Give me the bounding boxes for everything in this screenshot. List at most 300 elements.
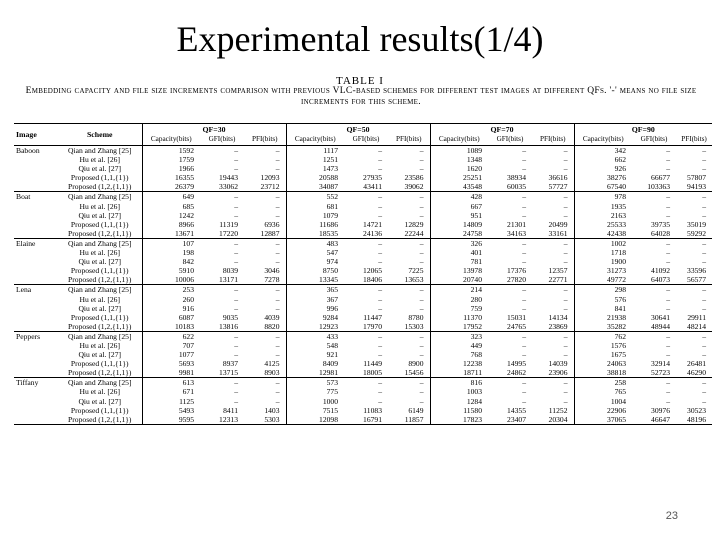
value-cell: – bbox=[244, 192, 286, 202]
value-cell: 974 bbox=[286, 257, 344, 266]
value-cell: 24765 bbox=[507, 321, 526, 331]
value-cell: 17376 bbox=[507, 266, 526, 276]
header-qf30: QF=30 bbox=[142, 124, 286, 136]
value-cell: 41092 bbox=[651, 266, 670, 276]
table-row bbox=[14, 257, 712, 266]
scheme-cell: Proposed (1,2,{1,1}) bbox=[68, 275, 132, 285]
value-cell: – bbox=[275, 210, 280, 220]
value-cell: 4125 bbox=[264, 359, 280, 369]
value-cell: – bbox=[378, 294, 382, 304]
scheme-cell: Proposed (1,2,{1,1}) bbox=[58, 415, 142, 425]
value-cell: 916 bbox=[142, 304, 200, 313]
value-cell: 5693 bbox=[142, 359, 200, 368]
value-cell: 42438 bbox=[574, 229, 632, 239]
value-cell: 9595 bbox=[142, 415, 200, 425]
value-cell: – bbox=[632, 378, 676, 388]
value-cell: – bbox=[244, 378, 286, 388]
value-cell: – bbox=[563, 294, 568, 304]
scheme-cell: Qiu et al. [27] bbox=[78, 210, 122, 220]
table-row bbox=[14, 378, 712, 388]
value-cell: 323 bbox=[430, 331, 488, 341]
value-cell: 685 bbox=[142, 202, 200, 211]
column-header: PFI(bits) bbox=[676, 135, 712, 146]
value-cell: 21301 bbox=[507, 219, 526, 229]
header-scheme: Scheme bbox=[58, 124, 142, 146]
value-cell: 39062 bbox=[404, 182, 424, 192]
value-cell: 1620 bbox=[430, 164, 488, 173]
value-cell: – bbox=[344, 192, 388, 202]
value-cell: – bbox=[419, 210, 424, 220]
table-row bbox=[14, 211, 712, 220]
value-cell: – bbox=[563, 164, 568, 174]
image-name-cell bbox=[14, 359, 58, 368]
value-cell: – bbox=[234, 396, 238, 406]
value-cell: – bbox=[532, 285, 574, 295]
scheme-cell: Proposed (1,2,{1,1}) bbox=[68, 228, 132, 238]
value-cell: 762 bbox=[574, 331, 632, 341]
value-cell: – bbox=[419, 294, 424, 304]
qf-header-row bbox=[14, 124, 712, 136]
column-header: Capacity(bits) bbox=[142, 135, 200, 146]
value-cell: 11252 bbox=[548, 405, 568, 415]
table-row bbox=[14, 359, 712, 368]
value-cell: 23407 bbox=[488, 415, 532, 425]
value-cell: 649 bbox=[142, 192, 200, 202]
value-cell: 576 bbox=[574, 295, 632, 304]
value-cell: 14809 bbox=[430, 220, 488, 229]
scheme-cell: Hu et al. [26] bbox=[79, 248, 120, 258]
value-cell: 48214 bbox=[687, 321, 707, 331]
value-cell: – bbox=[676, 331, 712, 341]
value-cell: 46290 bbox=[687, 368, 707, 378]
scheme-cell: Proposed (1,1,{1}) bbox=[70, 173, 129, 183]
table-row bbox=[14, 146, 712, 156]
value-cell: 27820 bbox=[507, 275, 526, 285]
image-name-cell bbox=[14, 257, 58, 266]
value-cell: 107 bbox=[142, 238, 200, 248]
value-cell: 15031 bbox=[507, 312, 526, 322]
scheme-cell: Hu et al. [26] bbox=[79, 201, 120, 211]
value-cell: 253 bbox=[142, 285, 200, 295]
value-cell: – bbox=[275, 155, 280, 165]
image-name-cell: Tiffany bbox=[14, 378, 58, 388]
value-cell: – bbox=[666, 303, 670, 313]
value-cell: 1718 bbox=[574, 248, 632, 257]
value-cell: 11083 bbox=[363, 405, 382, 415]
value-cell: 49772 bbox=[574, 275, 632, 285]
value-cell: 38934 bbox=[507, 173, 526, 183]
value-cell: – bbox=[200, 285, 244, 295]
table-caption: Embedding capacity and file size increments comparison with previous VLC-based schemes for different test images at different QFs. '-' means no file size increments for this scheme. bbox=[25, 86, 697, 107]
value-cell: 17952 bbox=[430, 322, 488, 332]
header-qf90: QF=90 bbox=[574, 124, 712, 136]
value-cell: 48196 bbox=[676, 415, 712, 425]
value-cell: 8039 bbox=[222, 266, 238, 276]
value-cell: – bbox=[522, 155, 526, 165]
value-cell: 35282 bbox=[574, 322, 632, 332]
value-cell: – bbox=[666, 257, 670, 267]
value-cell: 14355 bbox=[507, 405, 526, 415]
slide-title: Experimental results(1/4) bbox=[176, 19, 544, 59]
value-cell: 765 bbox=[574, 387, 632, 396]
value-cell: 36616 bbox=[548, 173, 568, 183]
value-cell: 996 bbox=[286, 304, 344, 313]
value-cell: 94193 bbox=[687, 182, 707, 192]
value-cell: – bbox=[702, 257, 707, 267]
value-cell: – bbox=[275, 146, 280, 155]
value-cell: 841 bbox=[574, 304, 632, 313]
value-cell: 17970 bbox=[363, 321, 382, 331]
image-name-cell: Lena bbox=[14, 285, 58, 295]
value-cell: – bbox=[244, 285, 286, 295]
value-cell: – bbox=[666, 146, 670, 155]
value-cell: – bbox=[344, 378, 388, 388]
value-cell: 9035 bbox=[222, 312, 238, 322]
value-cell: 23712 bbox=[260, 182, 280, 192]
value-cell: 48944 bbox=[651, 321, 670, 331]
value-cell: 11580 bbox=[430, 406, 488, 415]
value-cell: 8966 bbox=[142, 220, 200, 229]
value-cell: – bbox=[419, 396, 424, 406]
value-cell: – bbox=[419, 164, 424, 174]
value-cell: – bbox=[488, 331, 532, 341]
image-name-cell bbox=[14, 350, 58, 359]
value-cell: 198 bbox=[142, 248, 200, 257]
value-cell: – bbox=[419, 248, 424, 258]
scheme-cell: Proposed (1,2,{1,1}) bbox=[68, 321, 132, 331]
table-label: TABLE I bbox=[336, 75, 384, 87]
value-cell: 11319 bbox=[219, 219, 238, 229]
value-cell: – bbox=[522, 340, 526, 350]
value-cell: 43548 bbox=[430, 182, 488, 192]
value-cell: 39735 bbox=[651, 219, 670, 229]
scheme-cell: Hu et al. [26] bbox=[79, 340, 120, 350]
value-cell: – bbox=[676, 238, 712, 248]
scheme-cell: Hu et al. [26] bbox=[79, 294, 120, 304]
value-cell: 483 bbox=[286, 238, 344, 248]
value-cell: – bbox=[563, 350, 568, 360]
value-cell: – bbox=[419, 201, 424, 211]
value-cell: 52723 bbox=[651, 368, 670, 378]
value-cell: – bbox=[419, 340, 424, 350]
value-cell: 573 bbox=[286, 378, 344, 388]
value-cell: – bbox=[532, 238, 574, 248]
image-name-cell bbox=[14, 322, 58, 332]
column-header: GFI(bits) bbox=[344, 135, 388, 146]
value-cell: 17823 bbox=[430, 415, 488, 425]
image-name-cell bbox=[14, 202, 58, 211]
value-cell: 671 bbox=[142, 387, 200, 396]
value-cell: 27935 bbox=[363, 173, 382, 183]
value-cell: – bbox=[275, 257, 280, 267]
value-cell: 15456 bbox=[404, 368, 424, 378]
value-cell: 24136 bbox=[363, 228, 382, 238]
scheme-cell: Proposed (1,1,{1}) bbox=[70, 359, 129, 369]
value-cell: 1966 bbox=[142, 164, 200, 173]
scheme-cell: Qiu et al. [27] bbox=[78, 350, 122, 360]
value-cell: 365 bbox=[286, 285, 344, 295]
value-cell: 37065 bbox=[574, 415, 632, 425]
value-cell: – bbox=[522, 396, 526, 406]
value-cell: – bbox=[234, 340, 238, 350]
value-cell: 768 bbox=[430, 350, 488, 359]
value-cell: – bbox=[234, 210, 238, 220]
table-row bbox=[14, 164, 712, 173]
value-cell: 11370 bbox=[430, 313, 488, 322]
value-cell: – bbox=[666, 340, 670, 350]
value-cell: 67540 bbox=[574, 182, 632, 192]
image-name-cell: Boat bbox=[14, 192, 58, 202]
value-cell: 33596 bbox=[687, 266, 707, 276]
value-cell: 14134 bbox=[548, 312, 568, 322]
value-cell: – bbox=[522, 210, 526, 220]
value-cell: 23586 bbox=[404, 173, 424, 183]
image-name-cell bbox=[14, 229, 58, 239]
table-row bbox=[14, 266, 712, 275]
scheme-cell: Hu et al. [26] bbox=[79, 155, 120, 165]
table-row bbox=[14, 397, 712, 406]
value-cell: – bbox=[275, 340, 280, 350]
value-cell: 1117 bbox=[286, 146, 344, 156]
value-cell: 30641 bbox=[651, 312, 670, 322]
value-cell: 12093 bbox=[260, 173, 280, 183]
scheme-cell: Proposed (1,2,{1,1}) bbox=[68, 182, 132, 192]
scheme-cell: Proposed (1,1,{1}) bbox=[70, 266, 129, 276]
value-cell: 13345 bbox=[286, 275, 344, 285]
value-cell: 12923 bbox=[286, 322, 344, 332]
table-row bbox=[14, 248, 712, 257]
value-cell: 30523 bbox=[687, 405, 707, 415]
value-cell: 32914 bbox=[651, 359, 670, 369]
table-row bbox=[14, 182, 712, 192]
value-cell: – bbox=[532, 192, 574, 202]
value-cell: 5303 bbox=[244, 415, 286, 425]
value-cell: 7278 bbox=[264, 275, 280, 285]
value-cell: – bbox=[666, 201, 670, 211]
value-cell: – bbox=[563, 248, 568, 258]
header-qf70: QF=70 bbox=[430, 124, 574, 136]
value-cell: – bbox=[666, 155, 670, 165]
value-cell: 1251 bbox=[286, 155, 344, 164]
value-cell: 1004 bbox=[574, 397, 632, 406]
value-cell: 33062 bbox=[219, 182, 238, 192]
table-row bbox=[14, 322, 712, 332]
value-cell: 12065 bbox=[363, 266, 382, 276]
value-cell: 12238 bbox=[430, 359, 488, 368]
value-cell: 24862 bbox=[507, 368, 526, 378]
value-cell: – bbox=[244, 238, 286, 248]
value-cell: 428 bbox=[430, 192, 488, 202]
value-cell: 12829 bbox=[404, 219, 424, 229]
value-cell: – bbox=[200, 378, 244, 388]
value-cell: – bbox=[676, 192, 712, 202]
value-cell: 547 bbox=[286, 248, 344, 257]
image-name-cell bbox=[14, 220, 58, 229]
scheme-cell: Qiu et al. [27] bbox=[78, 257, 122, 267]
table-row bbox=[14, 285, 712, 295]
value-cell: 25251 bbox=[430, 173, 488, 182]
value-cell: 1348 bbox=[430, 155, 488, 164]
value-cell: 326 bbox=[430, 238, 488, 248]
value-cell: – bbox=[522, 303, 526, 313]
value-cell: 8903 bbox=[264, 368, 280, 378]
value-cell: – bbox=[702, 155, 707, 165]
value-cell: 1089 bbox=[430, 146, 488, 156]
value-cell: 60035 bbox=[507, 182, 526, 192]
value-cell: 667 bbox=[430, 202, 488, 211]
value-cell: 1079 bbox=[286, 211, 344, 220]
value-cell: 1002 bbox=[574, 238, 632, 248]
value-cell: – bbox=[488, 192, 532, 202]
value-cell: 25533 bbox=[574, 220, 632, 229]
value-cell: 11857 bbox=[388, 415, 430, 425]
value-cell: – bbox=[200, 192, 244, 202]
value-cell: 8937 bbox=[222, 359, 238, 369]
value-cell: – bbox=[234, 155, 238, 165]
value-cell: – bbox=[563, 340, 568, 350]
value-cell: 921 bbox=[286, 350, 344, 359]
results-table-container bbox=[14, 123, 712, 425]
value-cell: – bbox=[666, 210, 670, 220]
value-cell: – bbox=[632, 238, 676, 248]
scheme-cell: Qian and Zhang [25] bbox=[58, 192, 142, 202]
value-cell: – bbox=[563, 257, 568, 267]
value-cell: – bbox=[200, 238, 244, 248]
value-cell: – bbox=[666, 396, 670, 406]
value-cell: 552 bbox=[286, 192, 344, 202]
value-cell: 31273 bbox=[574, 266, 632, 275]
value-cell: – bbox=[702, 164, 707, 174]
value-cell: 24063 bbox=[574, 359, 632, 368]
value-cell: – bbox=[632, 331, 676, 341]
value-cell: – bbox=[234, 350, 238, 360]
scheme-cell: Qiu et al. [27] bbox=[78, 164, 122, 174]
column-header: GFI(bits) bbox=[632, 135, 676, 146]
value-cell: 298 bbox=[574, 285, 632, 295]
value-cell: 43411 bbox=[363, 182, 382, 192]
image-name-cell bbox=[14, 173, 58, 182]
value-cell: 6936 bbox=[264, 219, 280, 229]
value-cell: – bbox=[666, 350, 670, 360]
image-name-cell bbox=[14, 155, 58, 164]
column-header: GFI(bits) bbox=[200, 135, 244, 146]
value-cell: – bbox=[388, 238, 430, 248]
scheme-cell: Qiu et al. [27] bbox=[78, 396, 122, 406]
value-cell: – bbox=[488, 378, 532, 388]
value-cell: – bbox=[666, 294, 670, 304]
value-cell: 16791 bbox=[344, 415, 388, 425]
value-cell: – bbox=[676, 378, 712, 388]
value-cell: – bbox=[388, 331, 430, 341]
value-cell: 781 bbox=[430, 257, 488, 266]
results-table bbox=[14, 123, 712, 425]
value-cell: – bbox=[522, 350, 526, 360]
table-row bbox=[14, 295, 712, 304]
value-cell: – bbox=[702, 294, 707, 304]
image-name-cell bbox=[14, 368, 58, 378]
value-cell: – bbox=[275, 350, 280, 360]
value-cell: – bbox=[522, 294, 526, 304]
value-cell: – bbox=[378, 396, 382, 406]
value-cell: 8820 bbox=[264, 321, 280, 331]
value-cell: 9981 bbox=[142, 368, 200, 378]
value-cell: – bbox=[234, 303, 238, 313]
image-name-cell bbox=[14, 164, 58, 173]
header-image: Image bbox=[14, 124, 58, 146]
value-cell: 1403 bbox=[264, 405, 280, 415]
value-cell: – bbox=[275, 201, 280, 211]
value-cell: – bbox=[388, 285, 430, 295]
value-cell: 759 bbox=[430, 304, 488, 313]
image-name-cell bbox=[14, 304, 58, 313]
table-body bbox=[14, 146, 712, 425]
value-cell: 30976 bbox=[651, 405, 670, 415]
image-name-cell: Baboon bbox=[16, 146, 40, 155]
value-cell: – bbox=[702, 201, 707, 211]
value-cell: – bbox=[702, 248, 707, 258]
table-row bbox=[14, 173, 712, 182]
value-cell: 20740 bbox=[430, 275, 488, 285]
value-cell: 13671 bbox=[142, 229, 200, 239]
column-header: GFI(bits) bbox=[488, 135, 532, 146]
table-row bbox=[14, 275, 712, 285]
table-row bbox=[14, 238, 712, 248]
value-cell: – bbox=[275, 164, 280, 174]
value-cell: 22906 bbox=[574, 406, 632, 415]
value-cell: – bbox=[388, 192, 430, 202]
value-cell: 1000 bbox=[286, 397, 344, 406]
value-cell: 1759 bbox=[142, 155, 200, 164]
value-cell: 66677 bbox=[651, 173, 670, 183]
value-cell: 64028 bbox=[651, 228, 670, 238]
value-cell: 13715 bbox=[219, 368, 238, 378]
value-cell: 1284 bbox=[430, 397, 488, 406]
value-cell: – bbox=[522, 248, 526, 258]
value-cell: 926 bbox=[574, 164, 632, 173]
value-cell: – bbox=[419, 387, 424, 397]
value-cell: 5910 bbox=[142, 266, 200, 275]
value-cell: – bbox=[522, 146, 526, 155]
value-cell: 59292 bbox=[687, 228, 707, 238]
value-cell: – bbox=[666, 164, 670, 174]
value-cell: – bbox=[522, 387, 526, 397]
value-cell: 12313 bbox=[200, 415, 244, 425]
value-cell: 12098 bbox=[286, 415, 344, 425]
value-cell: 13653 bbox=[404, 275, 424, 285]
value-cell: 38276 bbox=[574, 173, 632, 182]
value-cell: 14039 bbox=[548, 359, 568, 369]
value-cell: – bbox=[378, 387, 382, 397]
table-row bbox=[14, 229, 712, 239]
table-row bbox=[14, 368, 712, 378]
value-cell: 24758 bbox=[430, 229, 488, 239]
value-cell: 9284 bbox=[286, 313, 344, 322]
value-cell: 38818 bbox=[574, 368, 632, 378]
value-cell: – bbox=[378, 201, 382, 211]
scheme-cell: Qian and Zhang [25] bbox=[58, 331, 142, 341]
table-row bbox=[14, 192, 712, 202]
value-cell: – bbox=[666, 387, 670, 397]
page-number: 23 bbox=[665, 510, 678, 522]
value-cell: 775 bbox=[286, 387, 344, 396]
value-cell: 11449 bbox=[363, 359, 382, 369]
image-name-cell bbox=[14, 182, 58, 192]
value-cell: 13978 bbox=[430, 266, 488, 275]
column-header: Capacity(bits) bbox=[286, 135, 344, 146]
value-cell: 13171 bbox=[219, 275, 238, 285]
value-cell: 2163 bbox=[574, 211, 632, 220]
value-cell: – bbox=[378, 155, 382, 165]
